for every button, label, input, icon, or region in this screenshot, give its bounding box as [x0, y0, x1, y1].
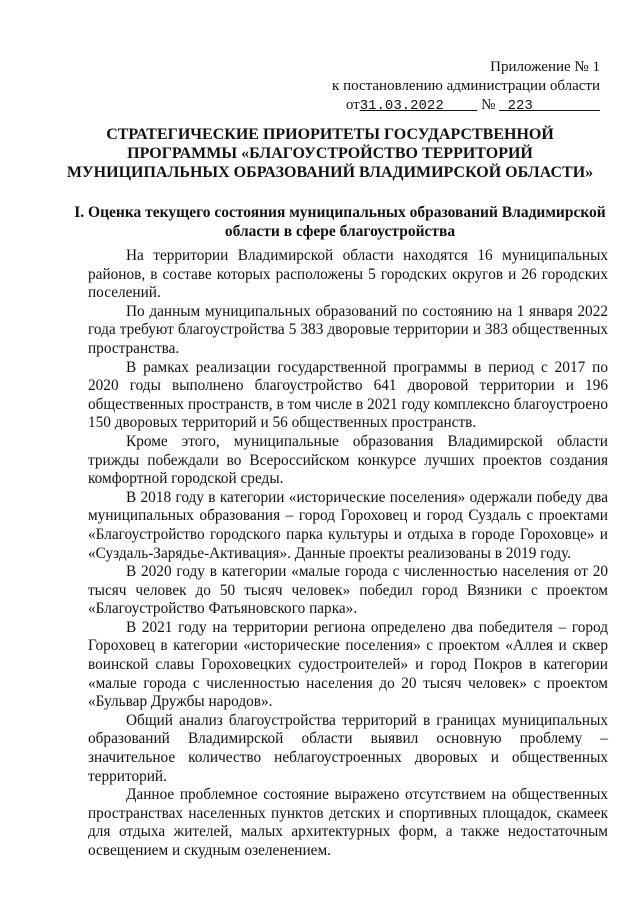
- paragraph: В рамках реализации государственной программы в период с 2017 по 2020 годы выполнено благоустройство 641 дворовой территории и 196 общественных пространств, в том числе в 2021 году комплексно благоустроено 150 дворовых территорий и 56 общественных пространств.: [88, 358, 608, 432]
- paragraph: В 2021 году на территории региона определено два победителя – город Гороховец в категории «исторические поселения» с проектом «Аллея и сквер воинской славы Гороховецких судостроителей» и город Покров в категории «малые города с численностью населения до 20 тысяч человек» с проектом «Бульвар Дружбы народов».: [88, 618, 608, 711]
- document-title: СТРАТЕГИЧЕСКИЕ ПРИОРИТЕТЫ ГОСУДАРСТВЕННОЙ ПРОГРАММЫ «БЛАГОУСТРОЙСТВО ТЕРРИТОРИЙ МУНИЦИПАЛЬНЫХ ОБРАЗОВАНИЙ ВЛАДИМИРСКОЙ ОБЛАСТИ»: [66, 126, 594, 181]
- resolution-number: [499, 98, 600, 114]
- document-body: [88, 247, 608, 861]
- appendix-resolution-line: к постановлению администрации области: [332, 78, 600, 94]
- number-label: №: [481, 97, 496, 113]
- paragraph: Общий анализ благоустройства территорий в границах муниципальных образований Владимирской области выявил основную проблему – значительное количество неблагоустроенных дворовых и общественных территорий.: [88, 711, 608, 785]
- paragraph: Данное проблемное состояние выражено отсутствием на общественных пространствах населенных пунктов детских и спортивных площадок, скамеек для отдыха жителей, малых архитектурных форм, а также недостаточным освещением и скудным озеленением.: [88, 786, 608, 859]
- from-label: от: [345, 97, 360, 113]
- resolution-date: 31.03.2022: [359, 98, 444, 114]
- date-underline-pad: [444, 98, 478, 114]
- resolution-number-value: 223: [507, 98, 533, 114]
- paragraph: В 2018 году в категории «исторические поселения» одержали победу два муниципальных образования – город Гороховец и город Суздаль с проектами «Благоустройство городского парка культуры и отдыха в городе Гороховце» и «Суздаль-Зарядье-Активация». Данные проекты реализованы в 2019 году.: [88, 488, 608, 562]
- appendix-date-number: [300, 96, 600, 116]
- paragraph: Кроме этого, муниципальные образования Владимирской области трижды побеждали во Всероссийском конкурсе лучших проектов создания комфортной городской среды.: [88, 432, 608, 488]
- paragraph: На территории Владимирской области находятся 16 муниципальных районов, в составе которых расположены 5 городских округов и 26 городских поселений.: [88, 247, 608, 302]
- appendix-title: Приложение № 1: [490, 59, 600, 75]
- section-heading: I. Оценка текущего состояния муниципальных образований Владимирской области в сфере благоустройства: [74, 204, 606, 240]
- appendix-header: [300, 58, 600, 116]
- paragraph: В 2020 году в категории «малые города с численностью населения от 20 тысяч человек до 50 тысяч человек» победил город Вязники с проектом «Благоустройство Фатьяновского парка».: [88, 563, 608, 618]
- paragraph: По данным муниципальных образований по состоянию на 1 января 2022 года требуют благоустройства 5 383 дворовые территории и 383 общественных пространства.: [88, 302, 608, 357]
